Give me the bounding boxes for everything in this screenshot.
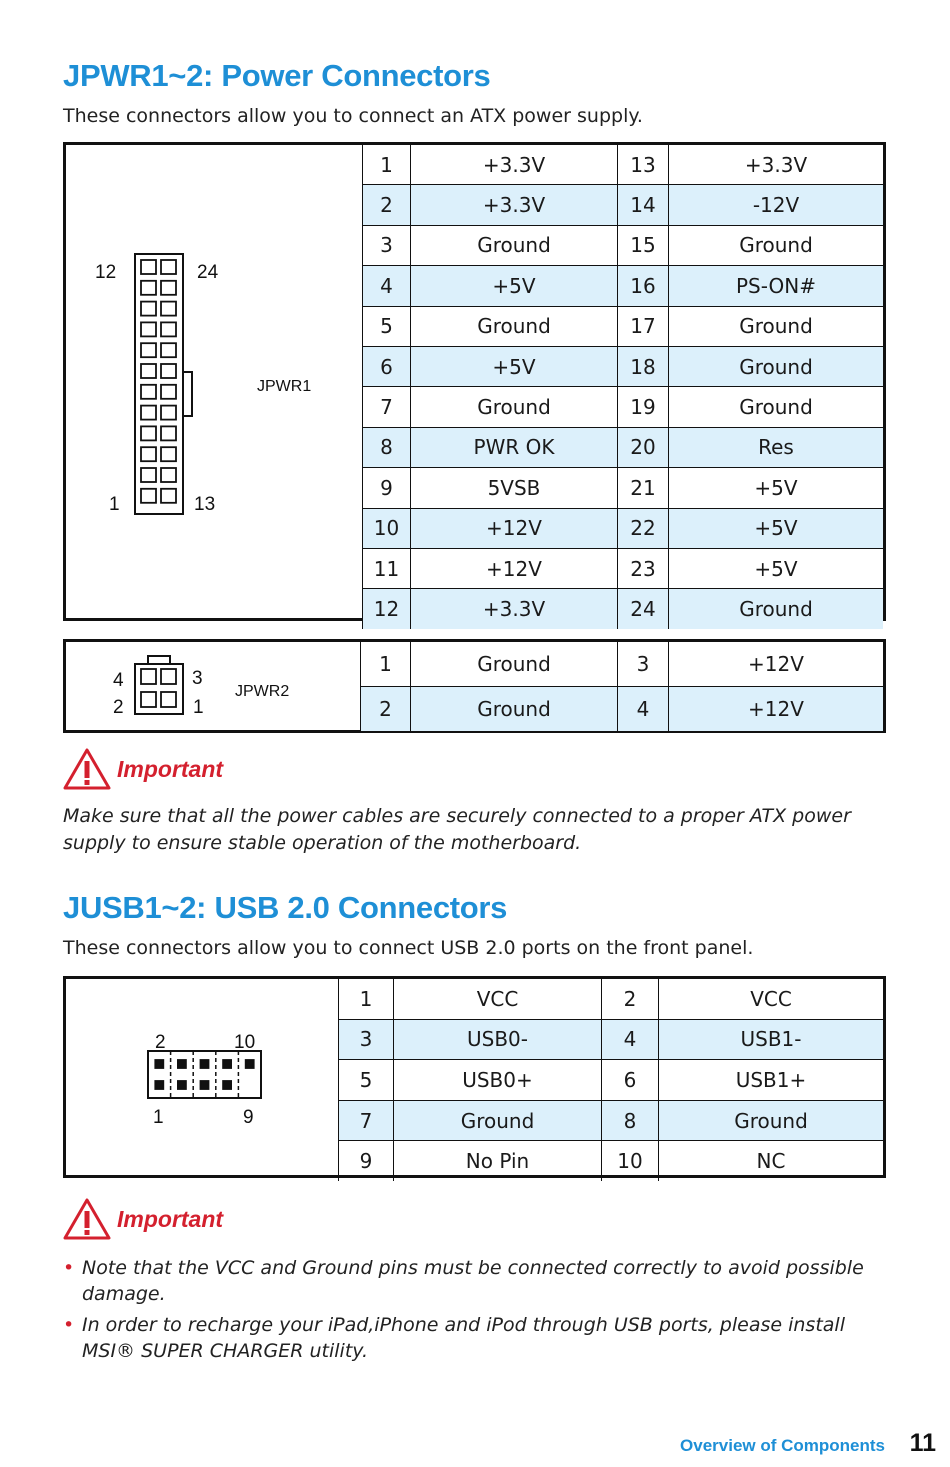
list-item: • Note that the VCC and Ground pins must be connected correctly to avoid possible damage. (63, 1257, 864, 1305)
footer-section-name: Overview of Components (680, 1436, 885, 1455)
pin-cell (141, 669, 156, 684)
signal-name-cell: Ground (411, 306, 618, 346)
pin-cell (161, 692, 176, 707)
pin-cell (141, 322, 156, 336)
signal-name-cell: Ground (659, 1100, 884, 1141)
jpwr1-pin-label-bottom-right: 13 (194, 494, 216, 515)
pin-number-cell: 23 (618, 548, 669, 588)
pin-number-cell: 21 (618, 468, 669, 508)
pin-cell (141, 489, 156, 503)
signal-name-cell: Ground (669, 589, 884, 629)
warning-icon (63, 1197, 111, 1241)
jpwr1-pin-label-bottom-left: 1 (109, 494, 120, 515)
pin-number-cell: 6 (602, 1060, 659, 1101)
pin-number-cell: 3 (618, 642, 669, 687)
jusb-pin-label-bottom-left: 1 (153, 1107, 164, 1128)
pin-number-cell: 2 (602, 979, 659, 1019)
pin-dot (201, 1081, 209, 1089)
table-row (363, 548, 884, 588)
pin-number-cell: 15 (618, 225, 669, 265)
pin-dot (223, 1060, 231, 1068)
pin-number-cell: 1 (363, 145, 411, 185)
signal-name-cell: +12V (411, 508, 618, 548)
signal-name-cell: 5VSB (411, 468, 618, 508)
signal-name-cell: +5V (669, 548, 884, 588)
pin-number-cell: 8 (602, 1100, 659, 1141)
signal-name-cell: USB0- (394, 1019, 602, 1060)
signal-name-cell: USB1+ (659, 1060, 884, 1101)
pin-number-cell: 7 (339, 1100, 394, 1141)
pin-dot (246, 1060, 254, 1068)
important-heading: Important (117, 1205, 224, 1232)
jpwr1-pin-label-top-left: 12 (95, 262, 117, 283)
pin-cell (141, 385, 156, 399)
pin-cell (161, 302, 176, 316)
pin-number-cell: 13 (618, 145, 669, 185)
list-item: • In order to recharge your iPad,iPhone and iPod through USB ports, please install MSI® SUPER CHARGER utility. (63, 1314, 845, 1362)
pin-number-cell: 5 (339, 1060, 394, 1101)
signal-name-cell: -12V (669, 185, 884, 225)
pin-number-cell: 16 (618, 266, 669, 306)
pin-cell (161, 281, 176, 295)
signal-name-cell: Ground (411, 642, 618, 687)
pin-number-cell: 20 (618, 427, 669, 467)
pin-cell (141, 260, 156, 274)
jpwr1-connector-label: JPWR1 (257, 378, 312, 395)
signal-name-cell: PS-ON# (669, 266, 884, 306)
table-row (363, 225, 884, 265)
pin-dot (178, 1081, 186, 1089)
jpwr2-pin-label-top-right: 3 (192, 668, 203, 689)
pin-cell (161, 426, 176, 440)
signal-name-cell: +5V (411, 266, 618, 306)
pin-cell (141, 447, 156, 461)
table-row (339, 1019, 884, 1060)
pin-cell (141, 692, 156, 707)
signal-name-cell: Ground (411, 387, 618, 427)
jusb-connector-diagram (66, 979, 346, 1175)
pin-number-cell: 18 (618, 346, 669, 386)
jpwr2-connector-label: JPWR2 (235, 683, 290, 700)
pin-cell (141, 406, 156, 420)
pin-dot (155, 1060, 163, 1068)
pin-cell (161, 669, 176, 684)
table-row (363, 589, 884, 629)
jpwr2-pin-label-top-left: 4 (113, 670, 124, 691)
bullet-text: In order to recharge your iPad,iPhone and iPod through USB ports, please install MSI® SUPER CHARGER utility. (82, 1314, 845, 1362)
pin-cell (141, 343, 156, 357)
pin-number-cell: 7 (363, 387, 411, 427)
jusb-pin-label-top-left: 2 (155, 1032, 166, 1053)
table-row (363, 346, 884, 386)
signal-name-cell: +5V (669, 468, 884, 508)
jpwr1-connector-diagram (66, 145, 366, 618)
page-number: 11 (909, 1429, 936, 1457)
signal-name-cell: Ground (669, 225, 884, 265)
pin-dot (223, 1081, 231, 1089)
bullet-text: Note that the VCC and Ground pins must be connected correctly to avoid possible damage. (82, 1257, 864, 1305)
signal-name-cell: +3.3V (669, 145, 884, 185)
table-row (363, 508, 884, 548)
pin-number-cell: 9 (339, 1141, 394, 1181)
pin-cell (141, 426, 156, 440)
pin-number-cell: 19 (618, 387, 669, 427)
pin-number-cell: 4 (363, 266, 411, 306)
pin-dot (178, 1060, 186, 1068)
signal-name-cell: Ground (411, 225, 618, 265)
table-row (339, 1141, 884, 1181)
pin-number-cell: 10 (602, 1141, 659, 1181)
signal-name-cell: +5V (411, 346, 618, 386)
pin-number-cell: 2 (363, 185, 411, 225)
pin-number-cell: 11 (363, 548, 411, 588)
pin-number-cell: 1 (361, 642, 411, 687)
pin-number-cell: 3 (363, 225, 411, 265)
pin-cell (161, 489, 176, 503)
jpwr1-pin-table (362, 145, 883, 629)
signal-name-cell: No Pin (394, 1141, 602, 1181)
pin-cell (161, 364, 176, 378)
pin-cell (161, 406, 176, 420)
pin-number-cell: 22 (618, 508, 669, 548)
pin-number-cell: 6 (363, 346, 411, 386)
pin-number-cell: 14 (618, 185, 669, 225)
table-row (363, 468, 884, 508)
important-heading: Important (117, 755, 224, 782)
signal-name-cell: PWR OK (411, 427, 618, 467)
signal-name-cell: VCC (394, 979, 602, 1019)
signal-name-cell: NC (659, 1141, 884, 1181)
signal-name-cell: +3.3V (411, 145, 618, 185)
table-row (339, 1060, 884, 1101)
jpwr2-pin-table (360, 642, 883, 731)
pin-dot (155, 1081, 163, 1089)
pin-cell (161, 447, 176, 461)
signal-name-cell: USB0+ (394, 1060, 602, 1101)
pin-number-cell: 24 (618, 589, 669, 629)
jpwr1-pin-label-top-right: 24 (197, 262, 219, 283)
pin-cell (161, 343, 176, 357)
signal-name-cell: VCC (659, 979, 884, 1019)
signal-name-cell: +12V (669, 687, 884, 732)
usb-important-list (63, 1255, 883, 1369)
pin-number-cell: 9 (363, 468, 411, 508)
jpwr2-connector-diagram (66, 642, 366, 730)
pin-cell (161, 385, 176, 399)
pin-number-cell: 17 (618, 306, 669, 346)
table-row (339, 1100, 884, 1141)
pin-cell (141, 302, 156, 316)
important-callout-usb (63, 1197, 223, 1241)
pin-number-cell: 4 (602, 1019, 659, 1060)
table-row (363, 387, 884, 427)
jusb-intro: These connectors allow you to connect USB 2.0 ports on the front panel. (63, 937, 754, 959)
table-row (361, 687, 884, 732)
signal-name-cell: +5V (669, 508, 884, 548)
signal-name-cell: Ground (669, 346, 884, 386)
pin-number-cell: 5 (363, 306, 411, 346)
jpwr2-pin-label-bottom-left: 2 (113, 697, 124, 718)
jusb-pin-table (338, 979, 883, 1181)
pin-cell (141, 281, 156, 295)
pin-dot (201, 1060, 209, 1068)
pin-number-cell: 3 (339, 1019, 394, 1060)
table-row (339, 979, 884, 1019)
important-callout-power (63, 747, 223, 791)
table-row (363, 306, 884, 346)
pin-number-cell: 8 (363, 427, 411, 467)
jusb-pinout (63, 976, 886, 1178)
jusb-pin-label-top-right: 10 (234, 1032, 256, 1053)
signal-name-cell: +3.3V (411, 589, 618, 629)
jusb-section-title: JUSB1~2: USB 2.0 Connectors (63, 890, 508, 925)
warning-icon (63, 747, 111, 791)
signal-name-cell: +3.3V (411, 185, 618, 225)
pin-number-cell: 2 (361, 687, 411, 732)
jpwr1-pinout (63, 142, 886, 621)
jpwr-intro: These connectors allow you to connect an ATX power supply. (63, 105, 643, 127)
signal-name-cell: USB1- (659, 1019, 884, 1060)
table-row (361, 642, 884, 687)
pin-number-cell: 4 (618, 687, 669, 732)
pin-cell (141, 468, 156, 482)
pin-cell (161, 468, 176, 482)
table-row (363, 145, 884, 185)
pin-cell (161, 322, 176, 336)
jpwr2-pin-label-bottom-right: 1 (193, 697, 204, 718)
jpwr2-pinout (63, 639, 886, 733)
pin-cell (141, 364, 156, 378)
pin-number-cell: 10 (363, 508, 411, 548)
jpwr-section-title: JPWR1~2: Power Connectors (63, 58, 491, 93)
signal-name-cell: Ground (669, 387, 884, 427)
power-important-note: Make sure that all the power cables are securely connected to a proper ATX power supply to ensure stable operation of the motherboard. (63, 805, 851, 854)
pin-cell (161, 260, 176, 274)
signal-name-cell: Ground (669, 306, 884, 346)
signal-name-cell: +12V (669, 642, 884, 687)
table-row (363, 185, 884, 225)
table-row (363, 427, 884, 467)
table-row (363, 266, 884, 306)
signal-name-cell: Ground (411, 687, 618, 732)
signal-name-cell: Res (669, 427, 884, 467)
signal-name-cell: +12V (411, 548, 618, 588)
signal-name-cell: Ground (394, 1100, 602, 1141)
pin-number-cell: 1 (339, 979, 394, 1019)
pin-number-cell: 12 (363, 589, 411, 629)
jusb-pin-label-bottom-right: 9 (243, 1107, 254, 1128)
